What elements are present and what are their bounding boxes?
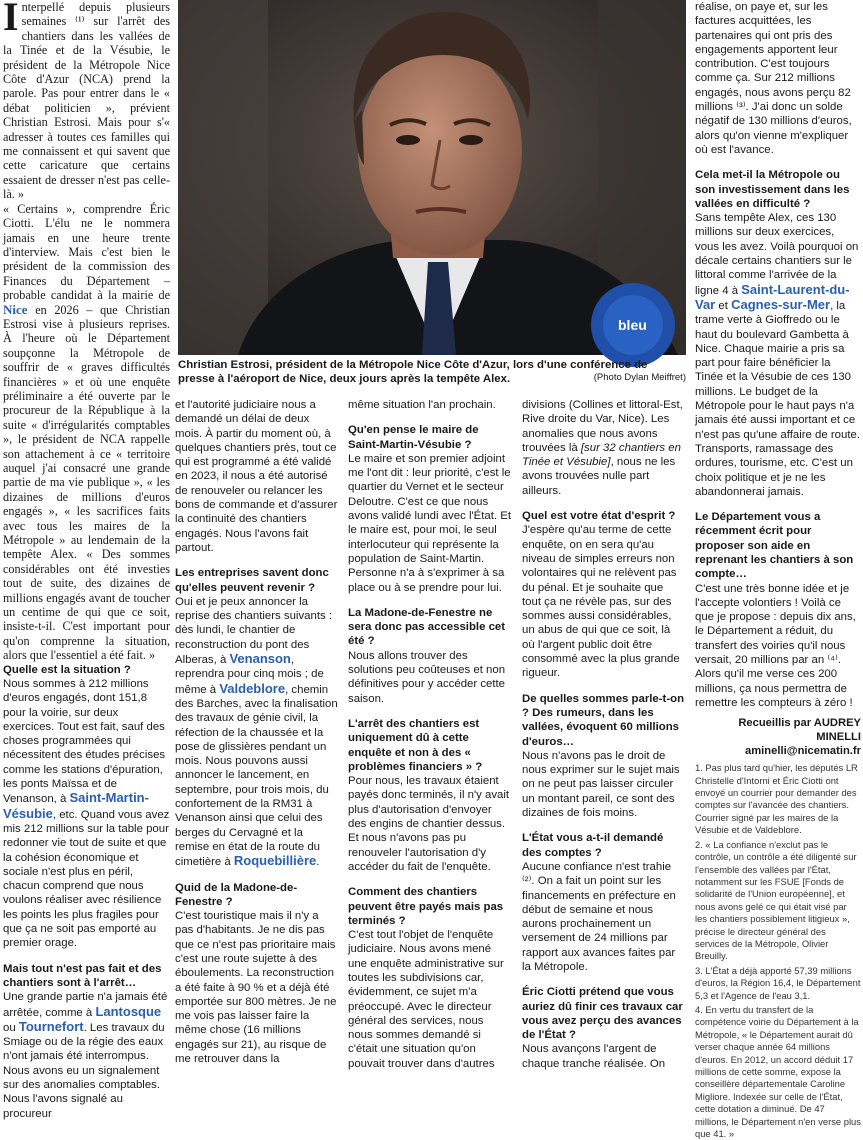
- place-saint-laurent-du-var: Saint-Laurent-du-Var: [695, 281, 850, 312]
- question-13: Cela met-il la Métropole ou son investissement dans les vallées en difficulté ?: [695, 169, 850, 210]
- place-tournefort: Tournefort: [18, 1018, 84, 1034]
- place-valdeblore: Valdeblore: [219, 680, 286, 696]
- footnote-4: 4. En vertu du transfert de la compétence voirie du Département à la Métropole, « le Département aurait dû verser chaque année 64 millions d'euros. En 2012, un accord déduit 17 millions de cette somme, expose la conseillère départementale Caroline Migliore. Indexée sur celle de l'État, cette dotation a diminué. De 47 millions, le Département n'en verse plus que 41. »: [695, 1003, 861, 1140]
- answer-3-text-b: , reprendra pour cinq mois ; de même à: [175, 654, 324, 696]
- answer-2-mid: ou: [3, 1021, 16, 1034]
- answer-8-continued: [522, 398, 685, 498]
- context-text-a: « Certains », comprendre Éric Ciotti. L'élu ne le nommera jamais en une heure trente d'interview. Mais c'est bien le président de la commission des Finances du Département – probable candidat à la mairie de: [3, 201, 170, 303]
- column-5: [695, 0, 861, 1140]
- question-7: L'arrêt des chantiers est uniquement dû à cette enquête et non à des « problèmes financiers » ?: [348, 717, 483, 773]
- place-saint-martin-vesubie: Saint-Martin-Vésubie: [3, 790, 149, 821]
- answer-14: C'est une très bonne idée et je l'accepte volontiers ! Voilà ce que je propose : depuis dix ans, le Département a réduit, du transfert des voiries qu'il nous versait, 20 millions par an ⁽⁴⁾. Alors qu'il me verse ces 200 millions, ça nous permettra de remettre les compteurs à zéro !: [695, 582, 856, 709]
- place-lantosque: Lantosque: [95, 1003, 162, 1019]
- answer-13: [695, 211, 861, 499]
- mic-label: bleu: [618, 317, 647, 333]
- signature: [695, 716, 861, 758]
- portrait-illustration: [178, 0, 686, 355]
- author-email[interactable]: aminelli@nicematin.fr: [745, 745, 861, 758]
- answer-8-cont-a: divisions (Collines et littoral-Est, Rive droite du Var, Nice). Les anomalies que nous avons trouvées là: [522, 399, 683, 454]
- answer-2-continued: et l'autorité judiciaire nous a demandé un délai de deux mois. À partir du moment où, à quelques chantiers près, tout ce qui est programmé a été validé en 2023, il nous a été autorisé de renouveler ou relancer les bons de commande et d'assurer la continuité des chantiers engagés. Nous l'avons fait partout.: [175, 399, 338, 554]
- footnote-2: 2. « La confiance n'exclut pas le contrôle, un contrôle a été diligenté sur l'ensemble des vallées par l'État, notamment sur les FSUE [Fonds de solidarité de l'Union européenne], et nous avons gelé ce qui était visé par les chantiers possiblement litigieux », précise le directeur général des services de la Métropole, Olivier Breuilly.: [695, 838, 857, 962]
- answer-8: C'est tout l'objet de l'enquête judiciaire. Nous avons mené une enquête administrative sur toutes les subdivisions car, évidemment, ce sujet m'a préoccupé. Avec le directeur général des services, nous nous sommes demandé si c'était une situation qu'on pouvait trouver dans d'autres: [348, 929, 504, 1070]
- answer-9: J'espère qu'au terme de cette enquête, on en sera qu'au niveau de simples erreurs non volontaires qui ne relèvent pas du pénal. Et je souhaite que tout ça ne révèle pas, sur des sommes aussi considérables, un abus de qui que ce soit, là où l'argent public doit être consommé avec la plus grande rigueur.: [522, 524, 680, 680]
- answer-8-aside: [sur 32 chantiers en Tinée et Vésubie]: [522, 441, 681, 469]
- portrait-photo: [178, 0, 686, 355]
- place-cagnes-sur-mer: Cagnes-sur-Mer: [731, 296, 831, 312]
- footnote-3: 3. L'État a déjà apporté 57,39 millions d'euros, la Région 16,4, le Département 5,3 et l'Agence de l'eau 3,1.: [695, 964, 861, 1001]
- intro-paragraph: [3, 0, 170, 202]
- answer-12: Nous avançons l'argent de chaque tranche réalisée. On: [522, 1043, 666, 1070]
- footnote-1: 1. Pas plus tard qu'hier, les députés LR Christelle d'Intorni et Éric Ciotti ont envoyé un courrier pour demander des comptes sur l'avancée des chantiers. Courrier signé par les maires de la Vésubie et de Valdeblore.: [695, 762, 858, 836]
- answer-13-text-a: Sans tempête Alex, ces 130 millions sur deux exercices, vous les avez. Voilà pourquoi on décale certains chantiers sur le littoral comme l'arrivée de la ligne 4 à: [695, 212, 859, 297]
- photo-credit: (Photo Dylan Meiffret): [593, 372, 686, 383]
- answer-11: Aucune confiance n'est trahie ⁽²⁾. On a fait un point sur les financements en préfecture en début de semaine et nous aurons prochainement un versement de 24 millions par rapport aux avances faites par la Métropole.: [522, 860, 676, 973]
- answer-2-text-b: . Les travaux du Smiage ou de la régie des eaux n'ont jamais été interrompus. Nous avons eu un signalement sur des anomalies comptables. Nous l'avons signalé au procureur: [3, 1021, 165, 1120]
- question-11: L'État vous a-t-il demandé des comptes ?: [522, 832, 664, 859]
- answer-3-text-c: , chemin des Barches, avec la finalisation des travaux de génie civil, la réfection de la chaussée et la pose de glissières pendant un mois. Nous pouvons aussi annoncer le lancement, en septembre, pour trois mois, du confortement de la RM31 à Venanson ainsi que celui des berges du Cervagné et la remise en état de la route du cimetière à: [175, 683, 338, 869]
- answer-5: Le maire et son premier adjoint me l'ont dit : leur priorité, c'est le quartier du Vernet et le secteur Deloutre. C'est ce que nous avons validé lundi avec l'État. Et le maire est, pour moi, le seul interlocuteur qui représente la population de Saint-Martin. Personne n'a à s'exprimer à sa place ou à se prendre pour lui.: [348, 452, 512, 594]
- answer-13-mid: et: [718, 299, 728, 312]
- question-10: De quelles sommes parle-t-on ? Des rumeurs, dans les vallées, évoquent 60 millions d'euros…: [522, 692, 685, 748]
- answer-12-continued: réalise, on paye et, sur les factures acquittées, les partenaires qui ont pris des engagements apportent leur contribution. C'est toujours comme ça. Sur 212 millions engagés, nous avons perçu 82 millions ⁽³⁾. J'ai donc un solde négatif de 130 millions d'euros, alors qu'on vienne m'expliquer où est l'avance.: [695, 1, 852, 156]
- answer-2: [3, 990, 170, 1121]
- question-12: Éric Ciotti prétend que vous auriez dû finir ces travaux car vous avez perçu des avances de l'État ?: [522, 986, 683, 1042]
- signature-author: Recueillis par AUDREY MINELLI: [738, 717, 861, 744]
- column-1: [3, 0, 170, 1120]
- caption-text: Christian Estrosi, président de la Métropole Nice Côte d'Azur, lors d'une conférence de presse à l'aéroport de Nice, deux jours après la tempête Alex.: [178, 359, 648, 385]
- answer-6: Nous allons trouver des solutions peu coûteuses et non définitives pour y accéder cette saison.: [348, 649, 506, 705]
- question-1: Quelle est la situation ?: [3, 663, 131, 676]
- intro-text: nterpellé depuis plusieurs semaines ⁽¹⁾ sur l'arrêt des chantiers dans les vallées de la Tinée et de la Vésubie, le président de la Métropole Nice Côte d'Azur (NCA) prend la parole. Pas pour entrer dans le « débat politicien », prévient Christian Estrosi. Mais pour s'« adresser à toutes ces familles qui me connaissent et qui savent que cette caricature que certains essaient de dresser n'est pas celle-là. »: [3, 0, 170, 202]
- question-9: Quel est votre état d'esprit ?: [522, 510, 676, 523]
- drop-cap: I: [3, 0, 19, 39]
- question-3: Les entreprises savent donc qu'elles peuvent revenir ?: [175, 567, 329, 594]
- question-6: La Madone-de-Fenestre ne sera donc pas accessible cet été ?: [348, 606, 506, 648]
- question-14: Le Département vous a récemment écrit pour proposer son aide en reprenant les chantiers à son compte…: [695, 511, 854, 581]
- answer-3-text-a: Oui et je peux annoncer la reprise des chantiers suivants : dès lundi, le chantier de reconstruction du pont des Alberas, à: [175, 595, 333, 667]
- answer-7: Pour nous, les travaux étaient payés donc terminés, il n'y avait plus d'autorisation d'envoyer des engins de chantier dessus. Et nous n'avons pas pu renouveler l'autorisation d'y accéder du fait de l'enquête.: [348, 775, 510, 873]
- footnotes: [695, 762, 861, 1140]
- answer-1: [3, 677, 170, 951]
- question-2: Mais tout n'est pas fait et des chantiers sont à l'arrêt…: [3, 962, 162, 989]
- answer-3: [175, 595, 338, 870]
- answer-3-text-d: .: [316, 856, 320, 869]
- column-3: [348, 398, 512, 1070]
- answer-1-text-a: Nous sommes à 212 millions d'euros engagés, dont 151,8 pour la voirie, sur deux exercices. Tout est fait, sauf des choses programmées qui nécessitent des études précises comme les stations d'épuration, les ponts Maïssa et de Venanson, à: [3, 677, 166, 806]
- place-roquebilliere: Roquebillière: [233, 853, 317, 869]
- question-5: Qu'en pense le maire de Saint-Martin-Vésubie ?: [348, 424, 479, 451]
- context-text-b: en 2026 – que Christian Estrosi vise à plusieurs reprises. À l'heure où le Département soupçonne la Métropole de souffrir de « graves difficultés financières » et où une enquête préliminaire a été ouverte par le procureur de la République à la suite « d'irrégularités comptables », le président de NCA rappelle son attachement à ce « territoire auquel j'ai consacré une grande partie de ma vie publique », « les dizaines de millions d'euros engagés », « les sacrifices faits avec tous les maires de la Métropole » au lendemain de la tempête Alex. « Des sommes considérables ont été investies tout de suite, des dizaines de millions engagés avant de toucher un centime de qui que ce soit, insiste-t-il. C'est important pour qu'on comprenne la situation, alors que l'essentiel a été fait. »: [3, 302, 170, 663]
- column-4: [522, 398, 685, 1070]
- column-2: [175, 398, 338, 1066]
- place-nice: Nice: [3, 301, 28, 317]
- answer-1-text-b: , etc. Quand vous avez mis 212 millions sur la table pour redonner vie tout de suite et que la cohésion économique et sociale n'est plus en péril, chacun comprend que nous voulons réaliser avec résilience les points les plus fragiles pour que ça ne soit pas emporté au premier orage.: [3, 808, 170, 950]
- answer-13-text-b: , la trame verte à Gioffredo ou le haut du boulevard Gambetta à Nice. Chaque mairie a pris sa part pour faire bénéficier la Tinée et la Vésubie de ces 130 millions. Le budget de la Métropole pour le haut pays n'a jamais été aussi important et ce n'est pas qu'une affaire de route. Transports, ramassage des ordures, tourisme, etc. C'est un choix politique et je ne les abandonnerai jamais.: [695, 299, 860, 498]
- place-venanson: Venanson: [229, 651, 291, 667]
- answer-2-text-a: Une grande partie n'a jamais été arrêtée, comme à: [3, 991, 168, 1019]
- answer-4: C'est touristique mais il n'y a pas d'habitants. Je ne dis pas que ce n'est pas prioritaire mais c'est une route sujette à des éboulements. La reconstruction a été faite à 90 % et a déjà été emportée sur 800 mètres. Je ne me vois pas laisser faire la même chose (16 millions engagés sur 21), au risque de me retrouver dans la: [175, 910, 337, 1066]
- answer-10: Nous n'avons pas le droit de nous exprimer sur le sujet mais on ne peut pas laisser circuler un montant pareil, ce sont des dizaines de fois moins.: [522, 749, 680, 820]
- photo-caption: [178, 358, 686, 386]
- question-4: Quid de la Madone-de-Fenestre ?: [175, 881, 298, 908]
- question-8: Comment des chantiers peuvent être payés mais pas terminés ?: [348, 886, 504, 927]
- context-paragraph: [3, 202, 170, 663]
- answer-4-continued: même situation l'an prochain.: [348, 399, 496, 411]
- answer-8-cont-b: , nous ne les avons trouvées nulle part ailleurs.: [522, 456, 676, 497]
